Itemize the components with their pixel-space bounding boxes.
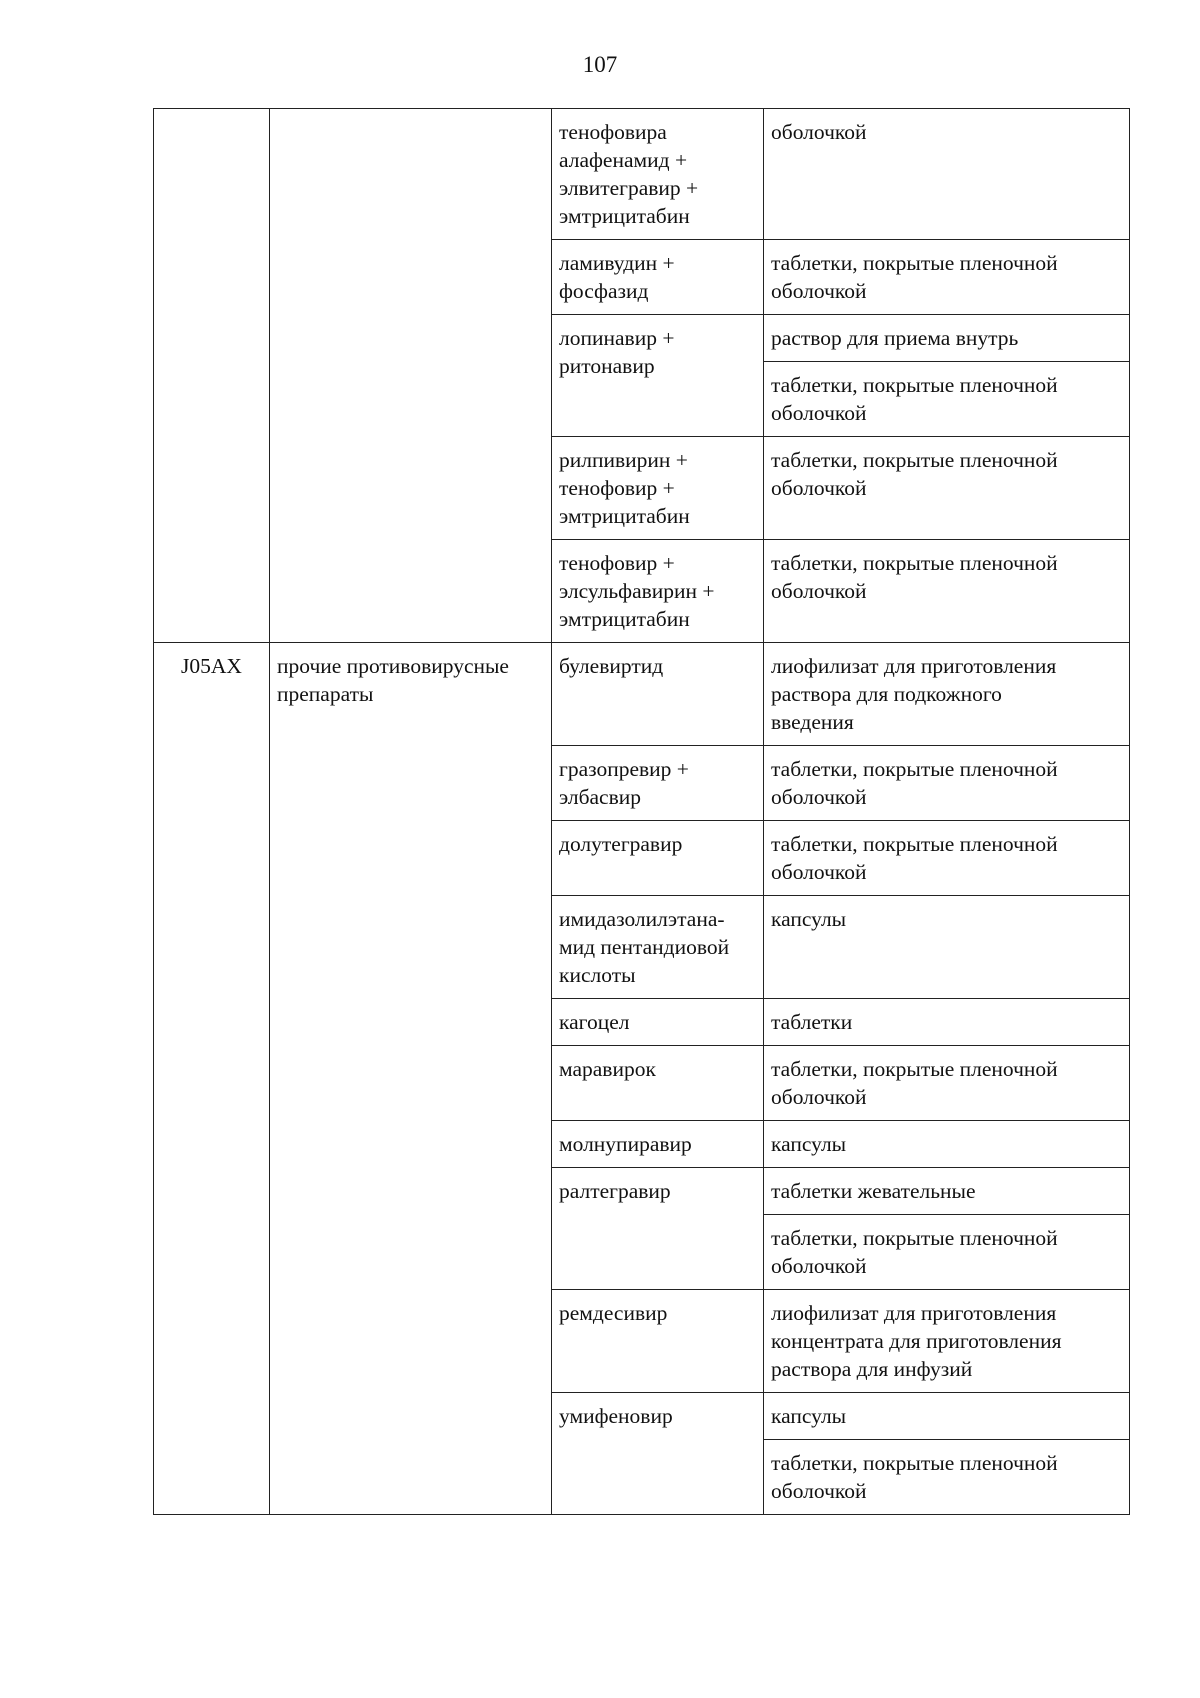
dosage-form-cell: капсулы: [764, 1393, 1130, 1440]
drug-name-cell: молнупиравир: [552, 1121, 764, 1168]
drug-table: [153, 108, 1130, 1515]
group-title-cell: прочие противовирусные препараты: [270, 643, 552, 1515]
dosage-form-cell: оболочкой: [764, 109, 1130, 240]
dosage-form-cell: таблетки, покрытые пленочной оболочкой: [764, 437, 1130, 540]
drug-name-cell: рилпивирин + тенофовир + эмтрицитабин: [552, 437, 764, 540]
drug-name-cell: тенофовира алафенамид + элвитегравир + эмтрицитабин: [552, 109, 764, 240]
drug-name-cell: ралтегравир: [552, 1168, 764, 1290]
drug-name-cell: тенофовир + элсульфавирин + эмтрицитабин: [552, 540, 764, 643]
drug-name-cell: гразопревир + элбасвир: [552, 746, 764, 821]
dosage-form-cell: таблетки жевательные: [764, 1168, 1130, 1215]
dosage-form-cell: таблетки, покрытые пленочной оболочкой: [764, 746, 1130, 821]
dosage-form-cell: таблетки, покрытые пленочной оболочкой: [764, 1215, 1130, 1290]
group-title-cell-empty: [270, 109, 552, 643]
dosage-form-cell: капсулы: [764, 1121, 1130, 1168]
drug-name-cell: долутегравир: [552, 821, 764, 896]
drug-name-cell: маравирок: [552, 1046, 764, 1121]
dosage-form-cell: таблетки, покрытые пленочной оболочкой: [764, 240, 1130, 315]
dosage-form-cell: лиофилизат для приготовления раствора для подкожного введения: [764, 643, 1130, 746]
drug-name-cell: булевиртид: [552, 643, 764, 746]
dosage-form-cell: таблетки, покрытые пленочной оболочкой: [764, 821, 1130, 896]
drug-name-cell: имидазолилэтана- мид пентандиовой кислоты: [552, 896, 764, 999]
dosage-form-cell: таблетки, покрытые пленочной оболочкой: [764, 362, 1130, 437]
drug-name-cell: ламивудин + фосфазид: [552, 240, 764, 315]
drug-name-cell: кагоцел: [552, 999, 764, 1046]
dosage-form-cell: таблетки: [764, 999, 1130, 1046]
table-row: [154, 109, 1130, 240]
drug-name-cell: лопинавир + ритонавир: [552, 315, 764, 437]
atc-code-cell: J05AX: [154, 643, 270, 1515]
drug-name-cell: ремдесивир: [552, 1290, 764, 1393]
page-number: 107: [582, 52, 618, 77]
dosage-form-cell: раствор для приема внутрь: [764, 315, 1130, 362]
dosage-form-cell: капсулы: [764, 896, 1130, 999]
table-row: [154, 643, 1130, 746]
drug-name-cell: умифеновир: [552, 1393, 764, 1515]
dosage-form-cell: таблетки, покрытые пленочной оболочкой: [764, 1046, 1130, 1121]
dosage-form-cell: таблетки, покрытые пленочной оболочкой: [764, 540, 1130, 643]
code-cell-empty: [154, 109, 270, 643]
dosage-form-cell: таблетки, покрытые пленочной оболочкой: [764, 1440, 1130, 1515]
dosage-form-cell: лиофилизат для приготовления концентрата для приготовления раствора для инфузий: [764, 1290, 1130, 1393]
